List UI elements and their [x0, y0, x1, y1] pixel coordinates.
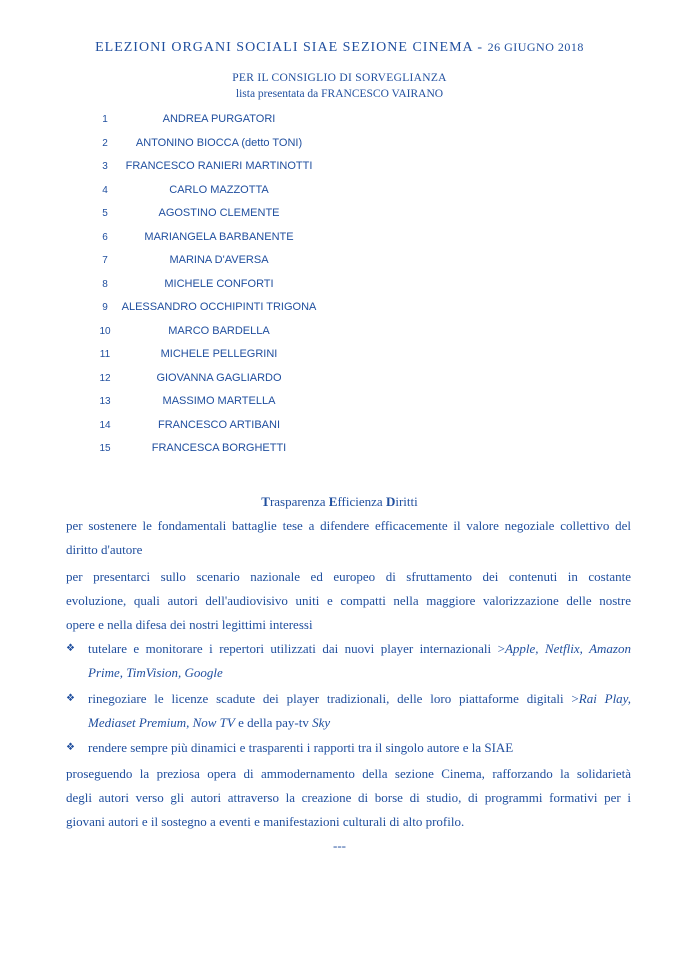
candidate-name: MARINA D'AVERSA [169, 254, 269, 266]
candidate-name: AGOSTINO CLEMENTE [158, 207, 280, 219]
candidate-row [0, 395, 679, 411]
paragraph-line: proseguendo la preziosa opera di ammodernamento della sezione Cinema, rafforzando la solidarietà [66, 766, 631, 781]
platform-names: Mediaset Premium, Now TV [88, 715, 235, 730]
candidate-number: 2 [102, 137, 108, 149]
candidate-row [0, 419, 679, 435]
motto [0, 494, 679, 510]
platform-names: Rai Play, [578, 691, 631, 706]
candidate-row [0, 278, 679, 294]
candidate-row [0, 301, 679, 317]
candidate-row [0, 231, 679, 247]
diamond-bullet-icon: ❖ [66, 643, 75, 654]
list-presenter: lista presentata da FRANCESCO VAIRANO [235, 88, 444, 100]
candidate-name: ANDREA PURGATORI [162, 113, 276, 125]
candidate-number: 12 [99, 372, 111, 384]
paragraph-line: opere e nella difesa dei nostri legittimi interessi [66, 617, 313, 632]
candidate-number: 14 [99, 419, 111, 431]
candidate-name: ANTONINO BIOCCA (detto TONI) [135, 136, 303, 149]
candidate-number: 13 [99, 396, 111, 407]
paragraph-line: per sostenere le fondamentali battaglie tese a difendere efficacemente il valore negoziale collettivo del [66, 518, 631, 533]
platform-names: Sky [312, 715, 331, 730]
candidate-name: FRANCESCO RANIERI MARTINOTTI [125, 160, 313, 172]
candidate-number: 6 [102, 231, 108, 243]
title-text: ELEZIONI ORGANI SOCIALI SIAE SEZIONE CINEMA - [95, 40, 488, 55]
election-date: 26 GIUGNO 2018 [487, 40, 584, 54]
motto-initial-e: E [328, 494, 338, 509]
bullet-text: e della pay-tv [234, 715, 313, 730]
paragraph-line: giovani autori e il sostegno a eventi e manifestazioni culturali di alto profilo. [66, 814, 465, 829]
candidate-name: MICHELE PELLEGRINI [160, 348, 278, 360]
candidate-row [0, 372, 679, 388]
bullet-text: rendere sempre più dinamici e trasparenti i rapporti tra il singolo autore e la SIAE [88, 740, 514, 755]
candidate-number: 8 [102, 278, 108, 290]
candidate-row [0, 348, 679, 364]
candidate-row [0, 254, 679, 270]
candidate-name: ALESSANDRO OCCHIPINTI TRIGONA [121, 301, 317, 313]
paragraph-line: per presentarci sullo scenario nazionale ed europeo di sfruttamento dei contenuti in costante [66, 569, 631, 584]
candidate-name: GIOVANNA GAGLIARDO [156, 371, 282, 384]
paragraph-line: evoluzione, quali autori dell'audiovisivo uniti e compatti nella maggiore valorizzazione delle nostre [66, 593, 631, 608]
platform-names: Prime, TimVision, Google [88, 665, 223, 680]
motto-initial-t: T [261, 494, 270, 509]
document-title [0, 40, 679, 56]
candidate-name: FRANCESCO ARTIBANI [157, 418, 281, 431]
motto-initial-d: D [385, 494, 396, 509]
candidate-row [0, 137, 679, 153]
diamond-bullet-icon: ❖ [66, 742, 75, 753]
paragraph-3 [66, 762, 631, 834]
candidate-name: MASSIMO MARTELLA [162, 395, 276, 407]
candidate-name: CARLO MAZZOTTA [169, 183, 269, 196]
motto-word-efficienza: fficienza [337, 494, 386, 509]
candidate-name: FRANCESCA BORGHETTI [151, 442, 287, 454]
paragraph-line: diritto d'autore [66, 542, 143, 557]
candidate-name: MARIANGELA BARBANENTE [144, 230, 294, 243]
candidate-row [0, 113, 679, 129]
council-subtitle: PER IL CONSIGLIO DI SORVEGLIANZA [232, 72, 447, 84]
candidate-number: 10 [99, 325, 111, 337]
separator: --- [333, 838, 346, 853]
candidate-number: 5 [102, 208, 108, 219]
motto-word-diritti: iritti [395, 494, 418, 509]
candidate-number: 1 [102, 114, 108, 125]
candidate-number: 15 [99, 443, 111, 454]
candidate-number: 9 [102, 302, 108, 313]
paragraph-1 [66, 514, 631, 562]
candidate-name: MICHELE CONFORTI [164, 277, 274, 290]
candidate-number: 11 [99, 349, 111, 360]
candidate-number: 7 [102, 255, 108, 266]
candidate-row [0, 325, 679, 341]
diamond-bullet-icon: ❖ [66, 693, 75, 704]
candidate-row [0, 207, 679, 223]
bullet-text: tutelare e monitorare i repertori utilizzati dai nuovi player internazionali > [88, 641, 505, 656]
motto-word-trasparenza: rasparenza [269, 494, 329, 509]
candidate-name: MARCO BARDELLA [168, 324, 270, 337]
paragraph-2 [66, 565, 631, 637]
candidate-row [0, 184, 679, 200]
candidate-number: 3 [102, 161, 108, 172]
paragraph-line: degli autori verso gli autori attraverso la creazione di borse di studio, di programmi formativi per i [66, 790, 631, 805]
candidate-number: 4 [102, 184, 108, 196]
platform-names: Apple, Netflix, Amazon [504, 641, 631, 656]
candidate-row [0, 160, 679, 176]
bullet-text: rinegoziare le licenze scadute dei player tradizionali, delle loro piattaforme digitali > [88, 691, 579, 706]
candidate-row [0, 442, 679, 458]
